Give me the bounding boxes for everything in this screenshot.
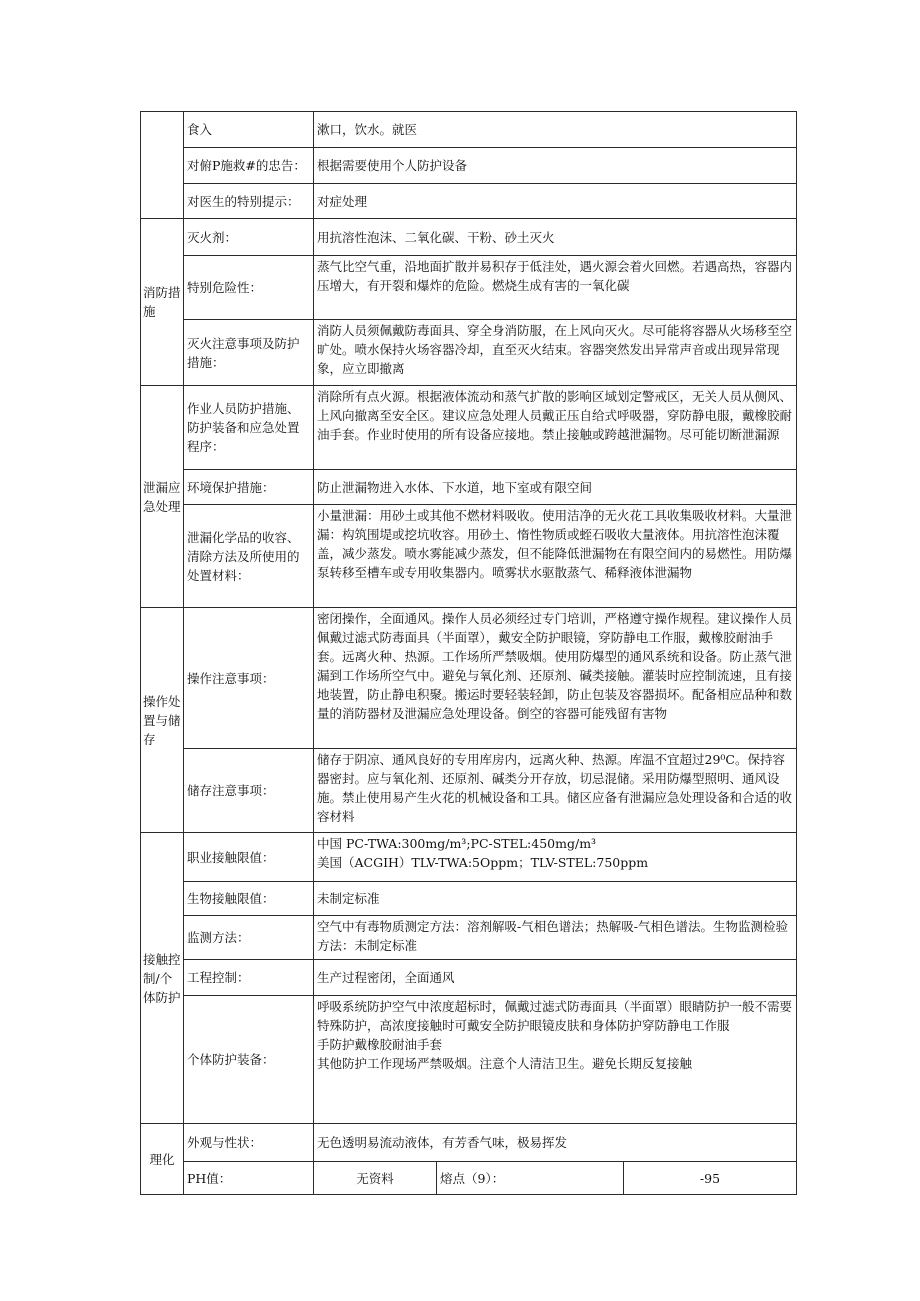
row-label: 工程控制： (184, 960, 314, 996)
handling-category-cell (141, 608, 184, 833)
row-value: 未制定标准 (314, 882, 797, 916)
melting-point-value: -95 (624, 1162, 797, 1195)
row-value: 蒸气比空气重，沿地面扩散并易积存于低洼处，遇火源会着火回燃。若遇高热，容器内压增大，有开裂和爆炸的危险。燃烧生成有害的一氧化碳 (314, 256, 797, 320)
category-label: 接触控制/个体防护 (143, 951, 181, 1005)
fire-category-cell (141, 219, 184, 386)
row-value: 小量泄漏：用砂土或其他不燃材料吸收。使用洁净的无火花工具收集吸收材料。大量泄漏：构筑围堤或挖坑收容。用砂土、惰性物质或蛭石吸收大量液体。用抗溶性泡沫覆盖，减少蒸发。喷水雾能减少蒸发，但不能降低泄漏物在有限空间内的易燃性。用防爆泵转移至槽车或专用收集器内。喷雾状水驱散蒸气、稀释液体泄漏物 (314, 505, 797, 608)
melting-point-label: 熔点（9）： (437, 1162, 624, 1195)
row-value: 消防人员须佩戴防毒面具、穿全身消防服，在上风向灭火。尽可能将容器从火场移至空旷处。喷水保持火场容器冷却，直至灭火结束。容器突然发出异常声音或出现异常现象，应立即撤离 (314, 320, 797, 386)
row-label: 灭火剂： (184, 219, 314, 256)
row-label: 环境保护措施： (184, 470, 314, 505)
row-label: 食入 (184, 112, 314, 148)
handling-row-storage (141, 749, 797, 833)
limit-line-usa: 美国（ACGIH）TLV-TWA:5Oppm；TLV-STEL:750ppm (317, 855, 649, 870)
row-value: 空气中有毒物质测定方法：溶剂解吸-气相色谱法；热解吸-气相色谱法。生物监测检验方法：未制定标准 (314, 916, 797, 960)
fire-row-hazard (141, 256, 797, 320)
msds-table (140, 111, 797, 1195)
fire-row-precautions (141, 320, 797, 386)
fire-row-agent (141, 219, 797, 256)
ppe-line-hands: 手防护戴橡胶耐油手套 (317, 1037, 443, 1052)
row-label: 作业人员防护措施、防护装备和应急处置程序： (184, 386, 314, 470)
ppe-line-respiratory: 呼吸系统防护空气中浓度超标时，佩戴过滤式防毒面具（半面罩）眼睛防护一般不需要特殊防护，高浓度接触时可戴安全防护眼镜皮肤和身体防护穿防静电工作服 (317, 999, 793, 1033)
row-value: 无色透明易流动液体，有芳香气味，极易挥发 (314, 1124, 797, 1162)
category-label: 消防措施 (143, 285, 181, 319)
row-value: 漱口，饮水。就医 (314, 112, 797, 148)
ppe-line-other: 其他防护工作现场严禁吸烟。注意个人清洁卫生。避免长期反复接触 (317, 1056, 693, 1071)
row-label: 监测方法： (184, 916, 314, 960)
row-label: 对医生的特别提示： (184, 184, 314, 219)
category-label: 操作处置与储存 (143, 693, 181, 747)
row-label: 储存注意事项： (184, 749, 314, 833)
row-value: 防止泄漏物进入水体、下水道，地下室或有限空间 (314, 470, 797, 505)
exposure-row-bio-limits (141, 882, 797, 916)
first-aid-row-doctor (141, 184, 797, 219)
row-label: 特别危险性： (184, 256, 314, 320)
leak-category-cell (141, 386, 184, 608)
physical-row-appearance (141, 1124, 797, 1162)
leak-row-containment (141, 505, 797, 608)
ph-value: 无资料 (314, 1162, 437, 1195)
row-label: 外观与性状： (184, 1124, 314, 1162)
row-label: 生物接触限值： (184, 882, 314, 916)
physical-row-ph-melting (141, 1162, 797, 1195)
ph-label: PH值： (184, 1162, 314, 1195)
row-label: 对俯P施救#的忠告： (184, 148, 314, 184)
row-label: 职业接触限值： (184, 833, 314, 882)
category-label: 泄漏应急处理 (143, 479, 181, 514)
leak-row-personnel (141, 386, 797, 470)
row-value: 储存于阴凉、通风良好的专用库房内，远离火种、热源。库温不宜超过29⁰C。保持容器密封。应与氧化剂、还原剂、碱类分开存放，切忌混储。采用防爆型照明、通风设施。禁止使用易产生火花的机械设备和工具。储区应备有泄漏应急处理设备和合适的收容材料 (314, 749, 797, 833)
first-aid-row-ingestion (141, 112, 797, 148)
limit-line-china: 中国 PC-TWA:300mg/m³;PC-STEL:450mg/m³ (317, 836, 597, 851)
physical-category-cell (141, 1124, 184, 1195)
exposure-row-limits (141, 833, 797, 882)
row-label: 个体防护装备： (184, 996, 314, 1124)
first-aid-category-cell (141, 112, 184, 219)
category-label: 理化 (149, 1151, 175, 1167)
row-label: 泄漏化学品的收容、清除方法及所使用的处置材料： (184, 505, 314, 608)
exposure-category-cell (141, 833, 184, 1124)
exposure-row-monitoring (141, 916, 797, 960)
row-value: 对症处理 (314, 184, 797, 219)
exposure-row-engineering (141, 960, 797, 996)
row-label: 操作注意事项： (184, 608, 314, 749)
row-label: 灭火注意事项及防护措施： (184, 320, 314, 386)
row-value: 生产过程密闭，全面通风 (314, 960, 797, 996)
row-value: 密闭操作，全面通风。操作人员必须经过专门培训，严格遵守操作规程。建议操作人员佩戴过滤式防毒面具（半面罩），戴安全防护眼镜，穿防静电工作服，戴橡胶耐油手套。远离火种、热源。工作场所严禁吸烟。使用防爆型的通风系统和设备。防止蒸气泄漏到工作场所空气中。避免与氧化剂、还原剂、碱类接触。灌装时应控制流速，且有接地装置，防止静电积聚。搬运时要轻装轻卸，防止包装及容器损坏。配备相应品种和数量的消防器材及泄漏应急处理设备。倒空的容器可能残留有害物 (314, 608, 797, 749)
row-value (314, 996, 797, 1124)
exposure-row-ppe (141, 996, 797, 1124)
row-value: 根据需要使用个人防护设备 (314, 148, 797, 184)
row-value: 用抗溶性泡沫、二氧化碳、干粉、砂土灭火 (314, 219, 797, 256)
leak-row-environment (141, 470, 797, 505)
row-value (314, 833, 797, 882)
row-value: 消除所有点火源。根据液体流动和蒸气扩散的影响区域划定警戒区，无关人员从侧风、上风向撤离至安全区。建议应急处理人员戴正压自给式呼吸器，穿防静电服，戴橡胶耐油手套。作业时使用的所有设备应接地。禁止接触或跨越泄漏物。尽可能切断泄漏源 (314, 386, 797, 470)
handling-row-operation (141, 608, 797, 749)
first-aid-row-rescuer (141, 148, 797, 184)
